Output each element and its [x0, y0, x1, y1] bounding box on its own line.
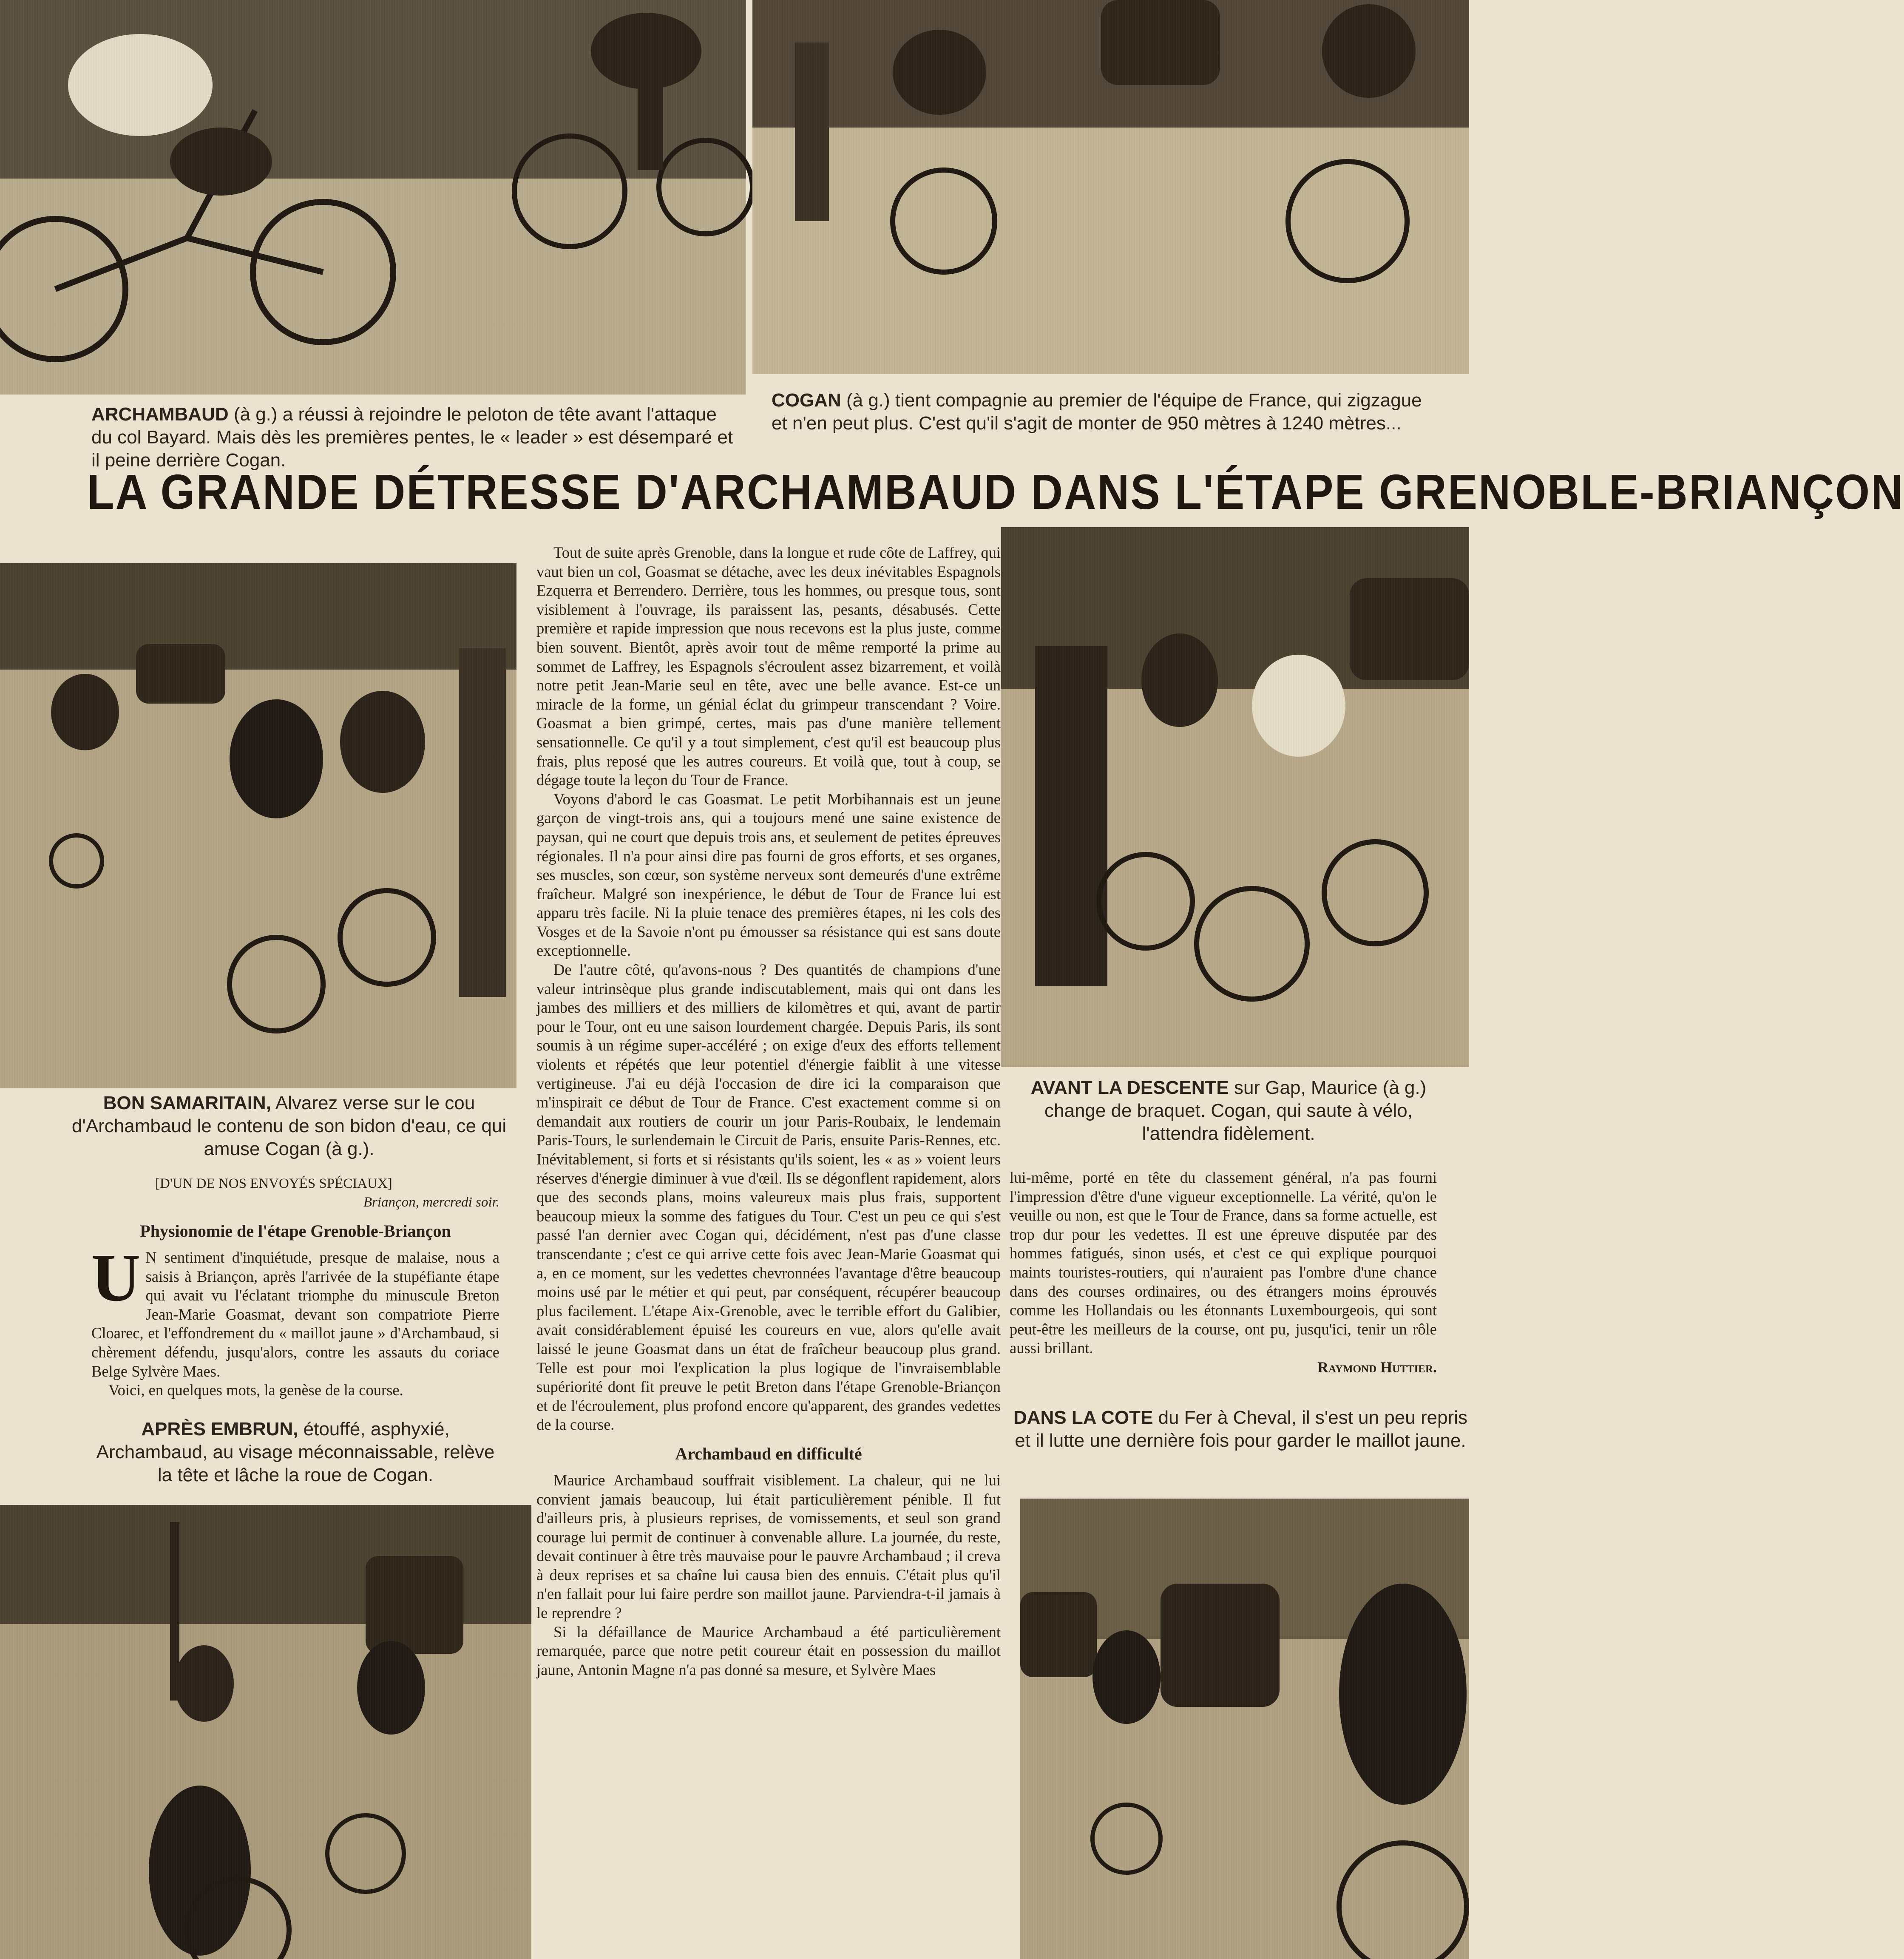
caption-lower-left-text: étouffé, asphyxié, Archambaud, au visage méconnaissable, relève la tête et lâche la roue de Cogan. — [96, 1419, 495, 1485]
photo-mid-left — [0, 563, 516, 1088]
caption-top-left-text: (à g.) a réussi à rejoindre le peloton de tête avant l'attaque du col Bayard. Mais dès les premières pentes, le « leader » est désemparé et il peine derrière Cogan. — [91, 404, 733, 471]
caption-lower-left-lead: APRÈS EMBRUN, — [141, 1419, 298, 1439]
center-paragraph-1: Tout de suite après Grenoble, dans la longue et rude côte de Laffrey, qui vaut bien un col, Goasmat se détache, avec les deux inévitables Espagnols Ezquerra et Berrendero. Derrière, tous les hommes, ou presque tous, sont visiblement à l'ouvrage, ils paraissent las, pesants, désabusés. Cette première et rapide impression que nous recevons est la plus juste, comme bien souvent. Bientôt, après avoir tout de même remporté la prime au sommet de Laffrey, les Espagnols s'écroulent assez bizarrement, et voilà notre petit Jean-Marie seul en tête, avec une belle avance. Est-ce un miracle de la forme, un génial éclat du grimpeur transcendant ? Voire. Goasmat a bien grimpé, certes, mais pas d'une manière tellement sensationnelle. Ce qu'il y a tout simplement, c'est qu'il est beaucoup plus frais, plus reposé que les autres coureurs. Et voilà que, tout à coup, se dégage toute la leçon du Tour de France. — [536, 544, 1001, 789]
caption-mid-left-lead: BON SAMARITAIN, — [103, 1093, 271, 1113]
page-headline: LA GRANDE DÉTRESSE D'ARCHAMBAUD DANS L'ÉTAPE GRENOBLE-BRIANÇON — [87, 464, 1904, 520]
photo-lower-right — [1020, 1499, 1469, 1959]
caption-lower-left — [87, 1418, 504, 1487]
right-column-article — [1010, 1168, 1437, 1377]
center-paragraph-2: Voyons d'abord le cas Goasmat. Le petit Morbihannais est un jeune garçon de vingt-trois ans, qui a toujours mené une saine existence de paysan, qui ne court que depuis trois ans, et seulement de petites épreuves régionales. Il n'a pour ainsi dire pas fourni de gros efforts, et ses organes, ses muscles, son cœur, son système nerveux sont demeurés d'une extrême fraîcheur. Malgré son inexpérience, le début de Tour de France lui est apparu très facile. Ni la pluie tenace des premières étapes, ni les cols des Vosges et de la Savoie n'ont pu émousser sa résistance qui est sans doute exceptionnelle. — [536, 790, 1001, 960]
caption-mid-left-text: Alvarez verse sur le cou d'Archambaud le contenu de son bidon d'eau, ce qui amuse Cogan (à g.). — [71, 1093, 507, 1159]
caption-mid-right-lead: AVANT LA DESCENTE — [1030, 1077, 1229, 1098]
section-title-physionomie: Physionomie de l'étape Grenoble-Briançon — [140, 1221, 451, 1241]
caption-mid-right — [1007, 1076, 1450, 1145]
intro-paragraph: N sentiment d'inquiétude, presque de malaise, nous a saisis à Briançon, après l'arrivée de la stupéfiante étape qui avait vu l'éclatant triomphe du minuscule Breton Jean-Marie Goasmat, devant son compatriote Pierre Cloarec, et l'effondrement du « maillot jaune » d'Archambaud, si chèrement défendu, jusqu'alors, contre les assauts du coriace Belge Sylvère Maes. — [91, 1249, 499, 1380]
caption-mid-right-text: sur Gap, Maurice (à g.) change de braquet. Cogan, qui saute à vélo, l'attendra fidèlement. — [1044, 1077, 1427, 1144]
author-signature: Raymond Huttier. — [1317, 1358, 1437, 1376]
intro-paragraph-2: Voici, en quelques mots, la genèse de la course. — [108, 1381, 403, 1399]
center-column-article — [536, 543, 1001, 1679]
photo-mid-right — [1001, 527, 1469, 1067]
caption-top-right-lead: COGAN — [772, 390, 841, 411]
photo-top-right-drawing — [752, 0, 1469, 374]
center-paragraph-5: Si la défaillance de Maurice Archambaud a été particulièrement remarquée, parce que notre petit coureur était en possession du maillot jaune, Antonin Magne n'a pas donné sa mesure, et Sylvère Maes — [536, 1623, 1001, 1678]
dropcap-letter: U — [91, 1240, 141, 1315]
section-title-archambaud: Archambaud en difficulté — [675, 1444, 862, 1463]
photo-lower-right-drawing — [1020, 1499, 1469, 1959]
right-paragraph-1: lui-même, porté en tête du classement général, n'a pas fourni l'impression d'être d'une vigueur exceptionnelle. La vérité, qu'on le veuille ou non, est que le Tour de France, dans sa forme actuelle, est trop dur pour les vedettes. Il est une épreuve disputée par des hommes fatigués, sinon usés, et c'est ce qui explique pourquoi maints touristes-routiers, qui n'auraient pas l'ombre d'une chance dans des courses ordinaires, ou des étrangers moins éprouvés comme les Hollandais ou les étonnants Luxembourgeois, qui sont peut-être les meilleurs de la course, ont pu, jusqu'ici, tenir un rôle aussi brillant. — [1010, 1169, 1437, 1357]
caption-lower-right — [1012, 1406, 1469, 1452]
caption-top-right-text: (à g.) tient compagnie au premier de l'équipe de France, qui zigzague et n'en peut plus. C'est qu'il s'agit de monter de 950 mètres à 1240 mètres... — [772, 390, 1422, 434]
photo-top-left-drawing — [0, 0, 746, 395]
caption-lower-right-lead: DANS LA COTE — [1013, 1407, 1153, 1428]
photo-top-left — [0, 0, 746, 395]
center-paragraph-3: De l'autre côté, qu'avons-nous ? Des quantités de champions d'une valeur intrinsèque plus grande indiscutablement, mais qui ont dans les jambes des milliers et des milliers de kilomètres et qui, avant de partir pour le Tour, ont eu une saison lourdement chargée. Depuis Paris, ils sont soumis à un régime super-accéléré ; on exige d'eux des efforts tellement violents et répétés que leur potentiel d'énergie faiblit à une vitesse vertigineuse. J'ai eu déjà l'occasion de dire ici la comparaison que m'inspirait ce début de Tour de France. C'est exactement comme si on demandait aux routiers de courir un jour Paris-Roubaix, le lendemain Paris-Tours, le surlendemain le Circuit de Paris, ensuite Paris-Rennes, etc. Inévitablement, si forts et si résistants qu'ils soient, les « as » voient leurs réserves d'énergie diminuer à vue d'œil. Ils se dégonflent rapidement, alors que des seconds plans, moins valeureux mais plus frais, supportent beaucoup mieux la somme des fatigues du Tour. C'est un peu ce qui s'est passé l'an dernier avec Cogan qui, décidément, n'est pas d'une classe transcendante ; c'est ce qui arrive cette fois avec Jean-Marie Goasmat qui a, en ce moment, sur les vedettes chevronnées l'avantage d'être beaucoup moins usé par le métier et qui peut, par conséquent, récupérer beaucoup plus facilement. L'étape Aix-Grenoble, avec le terrible effort du Galibier, avait considérablement épuisé les coureurs en vue, alors qu'elle avait laissé le jeune Goasmat dans un état de fraîcheur beaucoup plus grand. Telle est pour moi l'explication la plus logique de l'invraisemblable supériorité dont fit preuve le petit Breton dans l'étape Grenoble-Briançon et de l'écroulement, plus profond encore qu'apparent, des grandes vedettes de la course. — [536, 961, 1001, 1434]
caption-top-right — [772, 389, 1435, 435]
caption-mid-left — [64, 1092, 514, 1161]
left-column-article — [91, 1174, 499, 1400]
center-paragraph-4: Maurice Archambaud souffrait visiblement. La chaleur, qui ne lui convient jamais beaucoup, lui était particulièrement pénible. Il fut d'ailleurs pris, à plusieurs reprises, de vomissements, et seul son grand courage lui permit de continuer à convenable allure. La journée, du reste, devait continuer à être très mauvaise pour le pauvre Archambaud ; il creva à deux reprises et sa chaîne lui causa bien des ennuis. C'était plus qu'il n'en fallait pour lui faire perdre son maillot jaune. Parviendra-t-il jamais à le reprendre ? — [536, 1471, 1001, 1622]
caption-top-left-lead: ARCHAMBAUD — [91, 404, 229, 425]
photo-lower-left-drawing — [0, 1505, 531, 1959]
photo-lower-left — [0, 1505, 531, 1959]
dateline: Briançon, mercredi soir. — [363, 1195, 499, 1210]
byline: [D'UN DE NOS ENVOYÉS SPÉCIAUX] — [155, 1176, 392, 1191]
photo-mid-left-drawing — [0, 563, 516, 1088]
photo-top-right — [752, 0, 1469, 374]
caption-lower-right-text: du Fer à Cheval, il s'est un peu repris et il lutte une dernière fois pour garder le maillot jaune. — [1015, 1407, 1468, 1451]
photo-mid-right-drawing — [1001, 527, 1469, 1067]
